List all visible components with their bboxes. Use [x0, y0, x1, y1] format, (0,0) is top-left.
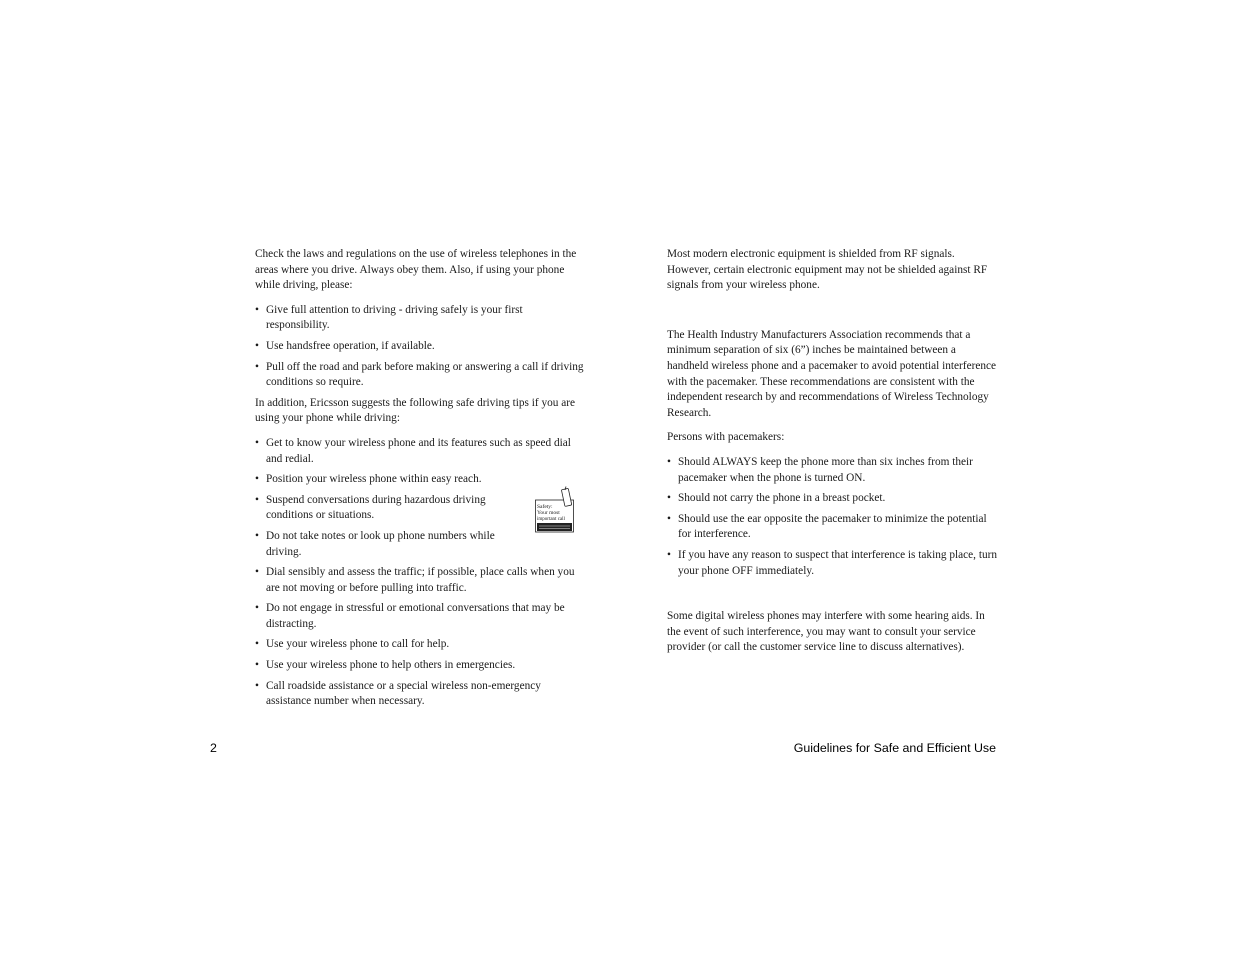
list-item: • Should use the ear opposite the pacemaker to minimize the potential for interference. — [667, 512, 999, 543]
list-item: • Use your wireless phone to call for help. — [255, 637, 585, 653]
tips-list — [255, 436, 585, 710]
list-item: • Call roadside assistance or a special wireless non-emergency assistance number when necessary. — [255, 679, 585, 710]
list-item: • Dial sensibly and assess the traffic; if possible, place calls when you are not moving or before pulling into traffic. — [255, 565, 585, 596]
list-item: • Get to know your wireless phone and its features such as speed dial and redial. — [255, 436, 585, 467]
list-item: • Position your wireless phone within easy reach. — [255, 472, 585, 488]
right-column — [667, 247, 999, 656]
list-item: • Suspend conversations during hazardous driving conditions or situations. — [255, 493, 516, 524]
intro-paragraph: Check the laws and regulations on the use of wireless telephones in the areas where you drive. Always obey them. Also, if using your phone while driving, please: — [255, 248, 577, 292]
page-number: 2 — [210, 741, 217, 755]
sticker-line2: Your most — [537, 510, 560, 516]
list-item: • Pull off the road and park before making or answering a call if driving conditions so require. — [255, 360, 585, 391]
pacemaker-list — [667, 455, 999, 579]
sticker-line1: Safety: — [537, 504, 553, 510]
driving-list — [255, 303, 585, 391]
safety-sticker-image — [535, 486, 575, 533]
pacemaker-paragraph: The Health Industry Manufacturers Association recommends that a minimum separation of six (6”) inches be maintained between a handheld wireless phone and a pacemaker to avoid potential interference with the pacemaker. These recommendations are consistent with the independent research by and recommendations of Wireless Technology Research. — [667, 328, 997, 419]
sticker-line3: important call — [537, 517, 565, 522]
pacemaker-intro: Persons with pacemakers: — [667, 431, 785, 444]
list-item: • Use your wireless phone to help others in emergencies. — [255, 658, 585, 674]
list-item: • Do not take notes or look up phone numbers while driving. — [255, 529, 516, 560]
tips-intro-paragraph: In addition, Ericsson suggests the following safe driving tips if you are using your phone while driving: — [255, 396, 576, 425]
left-column — [255, 247, 585, 715]
list-item: • Use handsfree operation, if available. — [255, 339, 585, 355]
rf-paragraph: Most modern electronic equipment is shielded from RF signals. However, certain electronic equipment may not be shielded against RF signals from your wireless phone. — [667, 248, 988, 292]
list-item: • If you have any reason to suspect that interference is taking place, turn your phone OFF immediately. — [667, 548, 999, 579]
list-item: • Do not engage in stressful or emotional conversations that may be distracting. — [255, 601, 585, 632]
hearing-aid-paragraph: Some digital wireless phones may interfere with some hearing aids. In the event of such interference, you may want to consult your service provider (or call the customer service line to discuss alternatives). — [667, 610, 985, 654]
list-item: • Should ALWAYS keep the phone more than six inches from their pacemaker when the phone is turned ON. — [667, 455, 999, 486]
sticker-banner — [537, 523, 572, 531]
list-item: • Give full attention to driving - driving safely is your first responsibility. — [255, 303, 585, 334]
footer-title: Guidelines for Safe and Efficient Use — [793, 741, 996, 755]
list-item: • Should not carry the phone in a breast pocket. — [667, 491, 999, 507]
